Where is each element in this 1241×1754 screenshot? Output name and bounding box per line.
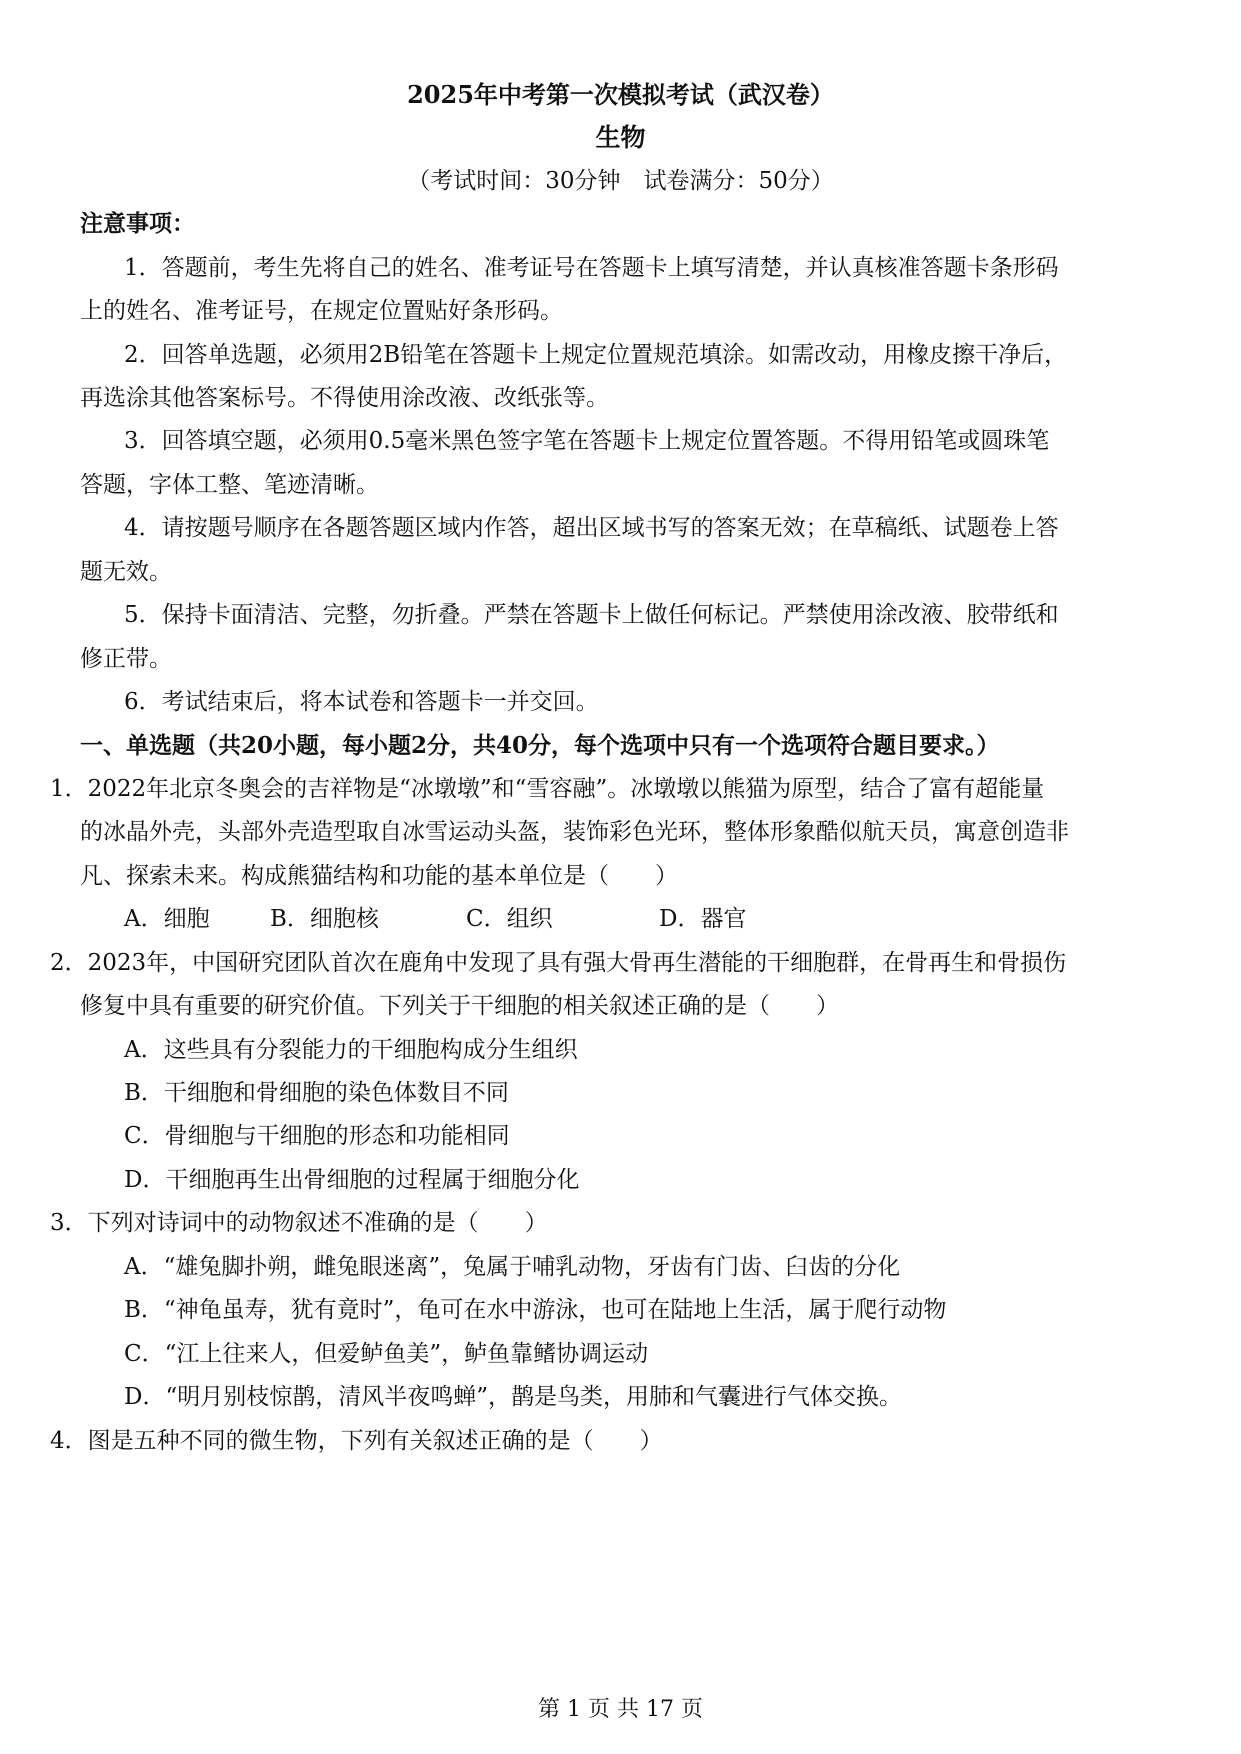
question-1-option-b: B．细胞核 [270, 906, 379, 932]
notice-line: 1．答题前，考生先将自己的姓名、准考证号在答题卡上填写清楚，并认真核准答题卡条形码 [124, 255, 1059, 281]
question-2-option-b: B．干细胞和骨细胞的染色体数目不同 [124, 1080, 509, 1106]
question-1-line: 凡、探索未来。构成熊猫结构和功能的基本单位是（ ） [80, 863, 678, 889]
question-3-option-c: C．“江上往来人，但爱鲈鱼美”，鲈鱼靠鳍协调运动 [124, 1341, 649, 1367]
notice-line: 再选涂其他答案标号。不得使用涂改液、改纸张等。 [80, 385, 609, 411]
notice-line: 6．考试结束后，将本试卷和答题卡一并交回。 [124, 689, 599, 715]
question-3-line: 3．下列对诗词中的动物叙述不准确的是（ ） [50, 1210, 548, 1236]
notice-line: 上的姓名、准考证号，在规定位置贴好条形码。 [80, 298, 563, 324]
notice-line: 4．请按题号顺序在各题答题区域内作答，超出区域书写的答案无效；在草稿纸、试题卷上答 [124, 515, 1059, 541]
notice-line: 答题，字体工整、笔迹清晰。 [80, 472, 379, 498]
question-3-option-b: B．“神龟虽寿，犹有竟时”，龟可在水中游泳，也可在陆地上生活，属于爬行动物 [124, 1297, 947, 1323]
notice-heading: 注意事项： [80, 210, 195, 237]
question-3-option-a: A．“雄兔脚扑朔，雌兔眼迷离”，兔属于哺乳动物，牙齿有门齿、臼齿的分化 [124, 1254, 901, 1280]
notice-line: 题无效。 [80, 559, 172, 585]
exam-info: （考试时间：30分钟 试卷满分：50分） [407, 168, 834, 194]
question-1-option-a: A．细胞 [124, 906, 210, 932]
notice-line: 5．保持卡面清洁、完整，勿折叠。严禁在答题卡上做任何标记。严禁使用涂改液、胶带纸和 [124, 602, 1059, 628]
question-2-option-d: D．干细胞再生出骨细胞的过程属于细胞分化 [124, 1167, 580, 1193]
section-heading: 一、单选题（共20小题，每小题2分，共40分，每个选项中只有一个选项符合题目要求。） [80, 732, 1000, 759]
question-2-option-c: C．骨细胞与干细胞的形态和功能相同 [124, 1123, 510, 1149]
question-2-line: 2．2023年，中国研究团队首次在鹿角中发现了具有强大骨再生潜能的干细胞群，在骨再生和骨损伤 [50, 950, 1067, 976]
question-1-option-d: D．器官 [659, 906, 747, 932]
notice-line: 3．回答填空题，必须用0.5毫米黑色签字笔在答题卡上规定位置答题。不得用铅笔或圆珠笔 [124, 428, 1050, 454]
exam-subject: 生物 [595, 123, 646, 152]
notice-line: 修正带。 [80, 646, 172, 672]
question-1-line: 1．2022年北京冬奥会的吉祥物是“冰墩墩”和“雪容融”。冰墩墩以熊猫为原型，结合了富有超能量 [50, 776, 1045, 802]
page-footer: 第 1 页 共 17 页 [538, 1697, 703, 1722]
exam-title: 2025年中考第一次模拟考试（武汉卷） [407, 80, 834, 109]
question-4-line: 4．图是五种不同的微生物，下列有关叙述正确的是（ ） [50, 1428, 663, 1454]
question-2-option-a: A．这些具有分裂能力的干细胞构成分生组织 [124, 1037, 578, 1063]
question-2-line: 修复中具有重要的研究价值。下列关于干细胞的相关叙述正确的是（ ） [80, 993, 839, 1019]
notice-line: 2．回答单选题，必须用2B铅笔在答题卡上规定位置规范填涂。如需改动，用橡皮擦干净后， [124, 342, 1068, 368]
question-1-line: 的冰晶外壳，头部外壳造型取自冰雪运动头盔，装饰彩色光环，整体形象酷似航天员，寓意创造非 [80, 819, 1069, 845]
question-1-option-c: C．组织 [466, 906, 553, 932]
question-3-option-d: D．“明月别枝惊鹊，清风半夜鸣蝉”，鹊是鸟类，用肺和气囊进行气体交换。 [124, 1384, 902, 1410]
